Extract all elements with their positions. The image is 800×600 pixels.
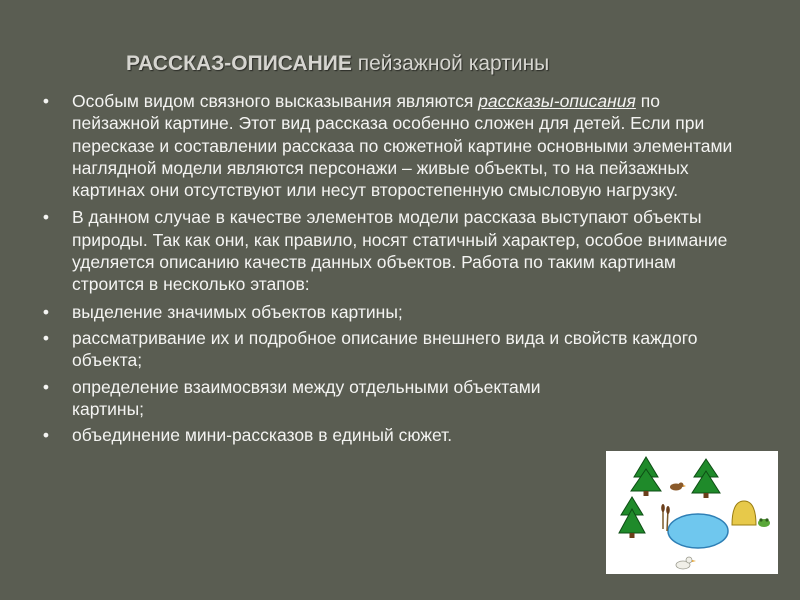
bullet-text: объединение мини-рассказов в единый сюжет.	[72, 425, 453, 446]
bullet-icon: •	[42, 327, 50, 348]
haystack-icon	[732, 501, 756, 525]
slide-title-bold: РАССКАЗ-ОПИСАНИЕ	[126, 52, 352, 75]
list-item	[40, 206, 750, 295]
bullet-text: по пейзажной картине. Этот вид рассказа особенно сложен для детей. Если при пересказе и составлении рассказа по сюжетной картине основными элементами наглядной модели являются персонажи – живые объекты, то на пейзажных картинах они отсутствуют или несут второстепенную смысловую нагрузку.	[72, 91, 733, 201]
list-item	[40, 90, 750, 201]
landscape-model-illustration	[606, 451, 778, 574]
bullet-icon: •	[42, 425, 50, 446]
fir-tree-icon	[631, 457, 661, 496]
bird-icon	[670, 483, 686, 491]
pond-shape	[668, 514, 728, 548]
bullet-text: определение взаимосвязи между отдельными объектами картины;	[72, 376, 541, 419]
bullet-icon: •	[42, 376, 50, 397]
bullet-icon: •	[42, 207, 50, 228]
slide-title	[126, 52, 549, 76]
bullet-text: выделение значимых объектов картины;	[72, 301, 403, 322]
list-item	[40, 424, 750, 446]
bullet-emphasis-link[interactable]: рассказы-описания	[478, 91, 636, 111]
bullet-icon: •	[42, 301, 50, 322]
bullet-list	[40, 90, 750, 450]
fir-tree-icon	[692, 459, 720, 498]
bullet-icon: •	[42, 91, 50, 111]
bullet-text: В данном случае в качестве элементов модели рассказа выступают объекты природы. Так как они, как правило, носят статичный характер, особое внимание уделяется описанию качеств данных объектов. Работа по таким картинам строится в несколько этапов:	[72, 207, 728, 295]
list-item	[40, 301, 750, 323]
fir-tree-icon	[619, 497, 645, 538]
list-item	[40, 376, 750, 421]
slide-title-rest: пейзажной картины	[351, 52, 550, 75]
frog-icon	[758, 518, 770, 527]
landscape-picture-svg	[606, 451, 778, 574]
list-item	[40, 327, 750, 372]
duck-icon	[676, 557, 696, 569]
bullet-text: Особым видом связного высказывания являются	[72, 91, 479, 111]
bullet-text: рассматривание их и подробное описание внешнего вида и свойств каждого объекта;	[72, 327, 698, 371]
